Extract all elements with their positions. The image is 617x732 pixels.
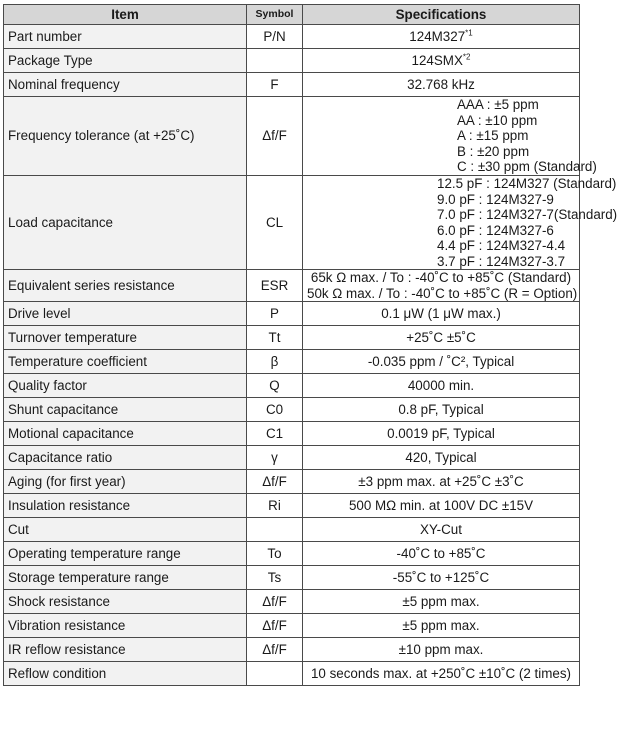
row-item: Cut (4, 518, 247, 542)
row-spec: ±3 ppm max. at +25˚C ±3˚C (303, 470, 580, 494)
table-header-row (4, 5, 580, 25)
row-item: Turnover temperature (4, 326, 247, 350)
esr-line: 65k Ω max. / To : -40˚C to +85˚C (Standard) (310, 270, 572, 285)
table-row (4, 398, 580, 422)
row-symbol: To (247, 542, 303, 566)
row-symbol: Δf/F (247, 638, 303, 662)
row-spec (303, 176, 617, 270)
row-spec: -40˚C to +85˚C (303, 542, 580, 566)
row-spec: 0.1 μW (1 μW max.) (303, 302, 580, 326)
row-symbol: C0 (247, 398, 303, 422)
table-row (4, 542, 580, 566)
row-spec: 0.8 pF, Typical (303, 398, 580, 422)
row-item: IR reflow resistance (4, 638, 247, 662)
row-symbol: Ts (247, 566, 303, 590)
table-row (4, 662, 580, 686)
row-item: Shock resistance (4, 590, 247, 614)
row-spec: 420, Typical (303, 446, 580, 470)
table-row (4, 422, 580, 446)
row-symbol: F (247, 73, 303, 97)
table-row (4, 566, 580, 590)
table-row (4, 446, 580, 470)
load-capacitance-line: 9.0 pF : 124M327-9 (437, 191, 554, 207)
row-item: Vibration resistance (4, 614, 247, 638)
row-item: Temperature coefficient (4, 350, 247, 374)
load-capacitance-line: 4.4 pF : 124M327-4.4 (437, 238, 566, 253)
header-specifications: Specifications (303, 5, 580, 25)
table-row (4, 270, 580, 302)
row-symbol: Ri (247, 494, 303, 518)
table-row (4, 326, 580, 350)
row-item: Package Type (4, 49, 247, 73)
row-symbol (247, 49, 303, 73)
row-spec: 32.768 kHz (303, 73, 580, 97)
row-item: Equivalent series resistance (4, 270, 247, 302)
row-symbol (247, 662, 303, 686)
row-item: Drive level (4, 302, 247, 326)
row-spec (303, 270, 580, 302)
table-row (4, 25, 580, 49)
load-capacitance-line: 7.0 pF : 124M327-7(Standard) (437, 207, 617, 222)
row-symbol: Tt (247, 326, 303, 350)
table-row (4, 638, 580, 662)
load-capacitance-line: 12.5 pF : 124M327 (Standard) (437, 176, 617, 191)
row-item: Shunt capacitance (4, 398, 247, 422)
table-row (4, 73, 580, 97)
row-spec: -55˚C to +125˚C (303, 566, 580, 590)
tolerance-line: C : ±30 ppm (Standard) (457, 159, 597, 175)
row-spec: ±5 ppm max. (303, 590, 580, 614)
row-symbol: Δf/F (247, 470, 303, 494)
table-row (4, 470, 580, 494)
row-spec: XY-Cut (303, 518, 580, 542)
row-symbol: ESR (247, 270, 303, 302)
tolerance-line: AA : ±10 ppm (457, 112, 538, 128)
row-symbol: β (247, 350, 303, 374)
row-item: Capacitance ratio (4, 446, 247, 470)
table-row (4, 176, 580, 270)
row-spec: 10 seconds max. at +250˚C ±10˚C (2 times) (303, 662, 580, 686)
row-spec: ±10 ppm max. (303, 638, 580, 662)
row-spec: ±5 ppm max. (303, 614, 580, 638)
row-item: Aging (for first year) (4, 470, 247, 494)
specifications-table (3, 4, 617, 686)
spec-value: 124SMX (411, 52, 463, 68)
row-symbol: Δf/F (247, 97, 303, 176)
footnote-marker: *1 (465, 28, 473, 38)
header-symbol: Symbol (247, 5, 303, 25)
tolerance-line: B : ±20 ppm (457, 143, 530, 159)
table-row (4, 302, 580, 326)
spec-value: 124M327 (409, 28, 466, 44)
row-item: Frequency tolerance (at +25˚C) (4, 97, 247, 176)
table-row (4, 350, 580, 374)
row-item: Load capacitance (4, 176, 247, 270)
table-row (4, 590, 580, 614)
row-spec (303, 49, 580, 73)
row-symbol: Q (247, 374, 303, 398)
row-spec: -0.035 ppm / ˚C², Typical (303, 350, 580, 374)
row-spec (303, 97, 597, 176)
row-item: Insulation resistance (4, 494, 247, 518)
row-symbol: CL (247, 176, 303, 270)
load-capacitance-line: 3.7 pF : 124M327-3.7 (437, 253, 566, 269)
row-symbol: C1 (247, 422, 303, 446)
row-spec: 0.0019 pF, Typical (303, 422, 580, 446)
row-item: Operating temperature range (4, 542, 247, 566)
row-symbol: P (247, 302, 303, 326)
row-spec: +25˚C ±5˚C (303, 326, 580, 350)
row-symbol: Δf/F (247, 614, 303, 638)
table-row (4, 614, 580, 638)
table-row (4, 97, 580, 176)
row-item: Part number (4, 25, 247, 49)
row-spec: 40000 min. (303, 374, 580, 398)
row-item: Storage temperature range (4, 566, 247, 590)
tolerance-line: A : ±15 ppm (457, 128, 529, 144)
row-symbol: Δf/F (247, 590, 303, 614)
load-capacitance-line: 6.0 pF : 124M327-6 (437, 222, 554, 238)
row-item: Quality factor (4, 374, 247, 398)
row-spec (303, 25, 580, 49)
table-row (4, 518, 580, 542)
row-symbol (247, 518, 303, 542)
row-spec: 500 MΩ min. at 100V DC ±15V (303, 494, 580, 518)
table-row (4, 49, 580, 73)
esr-line: 50k Ω max. / To : -40˚C to +85˚C (R = Option) (307, 285, 578, 301)
table-row (4, 374, 580, 398)
row-item: Nominal frequency (4, 73, 247, 97)
row-item: Motional capacitance (4, 422, 247, 446)
row-symbol: γ (247, 446, 303, 470)
tolerance-line: AAA : ±5 ppm (457, 97, 539, 113)
row-item: Reflow condition (4, 662, 247, 686)
header-item: Item (4, 5, 247, 25)
row-symbol: P/N (247, 25, 303, 49)
footnote-marker: *2 (462, 52, 471, 62)
table-row (4, 494, 580, 518)
